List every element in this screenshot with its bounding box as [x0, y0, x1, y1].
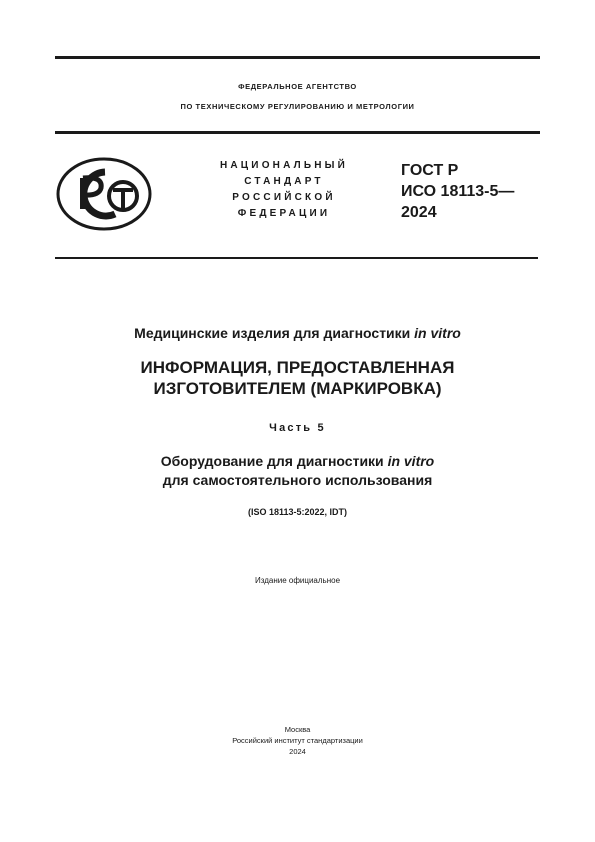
block-rule [55, 257, 538, 259]
agency-line-1: ФЕДЕРАЛЬНОЕ АГЕНТСТВО [238, 82, 357, 91]
national-line-2: СТАНДАРТ [244, 176, 324, 187]
main-title-line-1: ИНФОРМАЦИЯ, ПРЕДОСТАВЛЕННАЯ [140, 358, 455, 377]
designation-line-3: 2024 [401, 204, 437, 221]
part-label: Часть 5 [269, 422, 326, 434]
national-line-4: ФЕДЕРАЦИИ [237, 208, 331, 219]
imprint-city: Москва [284, 725, 311, 734]
national-standard-label [198, 158, 370, 222]
title-italic: in vitro [414, 325, 461, 341]
national-line-1: НАЦИОНАЛЬНЫЙ [219, 160, 349, 171]
main-title-line-2: ИЗГОТОВИТЕЛЕМ (МАРКИРОВКА) [153, 379, 442, 398]
subtitle-prefix: Оборудование для диагностики [160, 453, 388, 469]
subtitle-line-1 [0, 452, 595, 471]
document-title-line-1 [0, 325, 595, 341]
subtitle-line-2: для самостоятельного использования [162, 472, 433, 488]
subtitle-italic: in vitro [387, 453, 435, 469]
main-title [0, 357, 595, 399]
edition-label: Издание официальное [254, 576, 341, 585]
designation-line-2: ИСО 18113-5— [401, 183, 515, 200]
gost-r-logo-icon [55, 156, 153, 232]
agency-line-2: ПО ТЕХНИЧЕСКОМУ РЕГУЛИРОВАНИЮ И МЕТРОЛОГИИ [180, 102, 415, 111]
national-line-3: РОССИЙСКОЙ [232, 192, 336, 203]
standard-designation [401, 160, 561, 223]
imprint [0, 724, 595, 757]
imprint-year: 2024 [289, 747, 306, 756]
subtitle [0, 452, 595, 490]
agency-rule [55, 131, 540, 134]
designation-line-1: ГОСТ Р [401, 162, 459, 179]
title-prefix: Медицинские изделия для диагностики [134, 325, 415, 341]
iso-reference: (ISO 18113-5:2022, IDT) [247, 507, 348, 517]
top-rule [55, 56, 540, 59]
imprint-publisher: Российский институт стандартизации [232, 736, 363, 745]
